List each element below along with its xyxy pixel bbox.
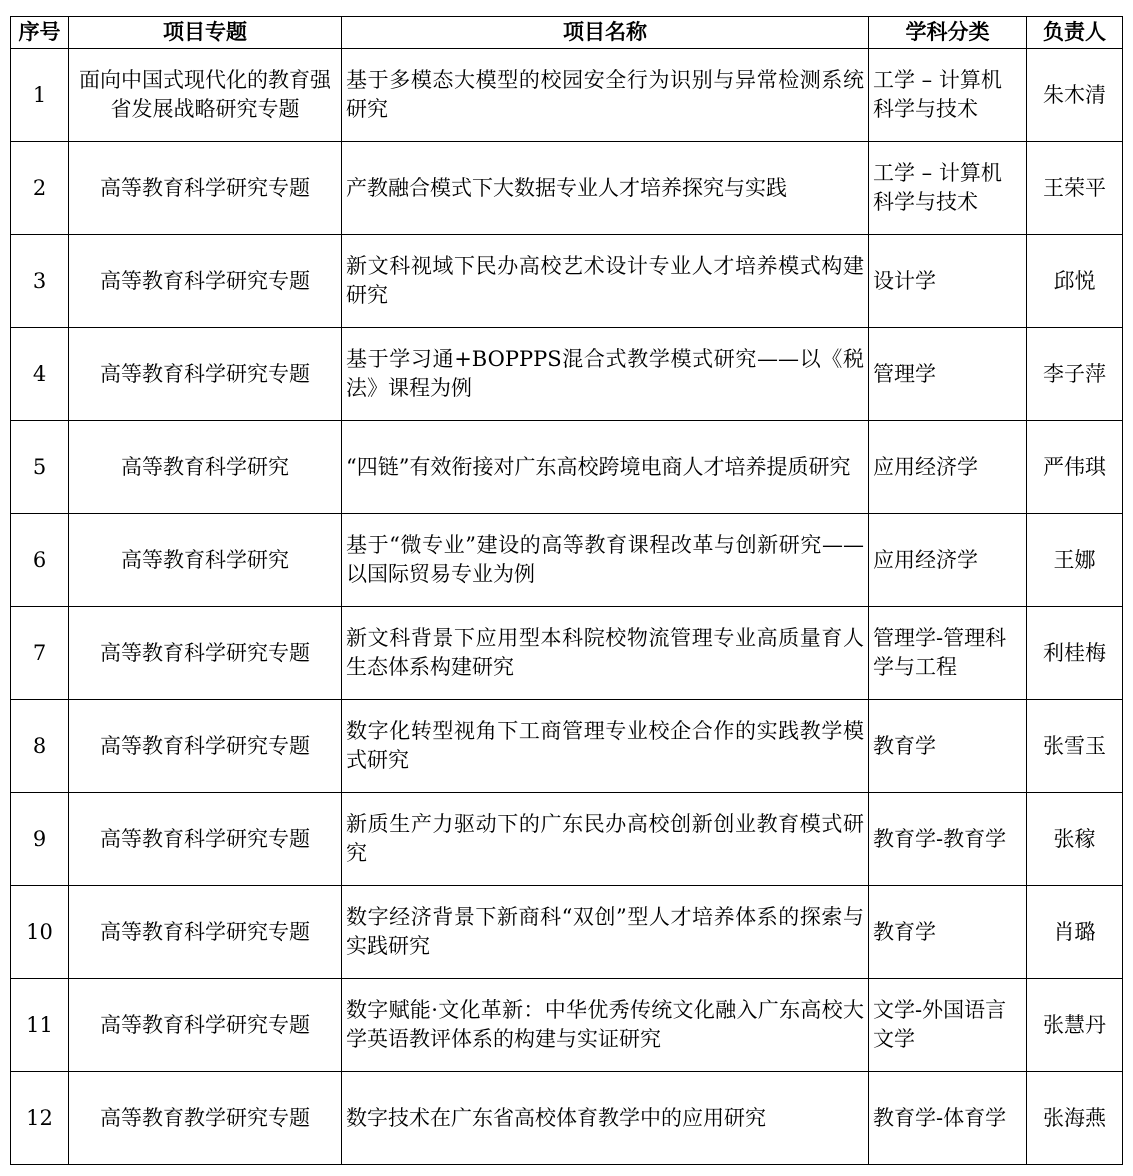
cell-index: 10 (11, 886, 69, 979)
table-row (11, 886, 1123, 979)
header-name: 项目名称 (342, 17, 869, 49)
cell-subject: 工学 – 计算机科学与技术 (869, 142, 1027, 235)
cell-topic: 高等教育科学研究专题 (69, 886, 342, 979)
table-row (11, 49, 1123, 142)
cell-topic: 高等教育科学研究专题 (69, 328, 342, 421)
header-lead: 负责人 (1027, 17, 1123, 49)
cell-project-name: 数字化转型视角下工商管理专业校企合作的实践教学模式研究 (342, 700, 869, 793)
table-row (11, 1072, 1123, 1165)
cell-subject: 设计学 (869, 235, 1027, 328)
table-row (11, 328, 1123, 421)
table-row (11, 700, 1123, 793)
table-row (11, 979, 1123, 1072)
cell-project-name: 数字技术在广东省高校体育教学中的应用研究 (342, 1072, 869, 1165)
cell-index: 3 (11, 235, 69, 328)
cell-subject: 管理学 (869, 328, 1027, 421)
cell-subject: 文学-外国语言文学 (869, 979, 1027, 1072)
cell-subject: 教育学 (869, 886, 1027, 979)
cell-lead: 朱木清 (1027, 49, 1123, 142)
cell-index: 9 (11, 793, 69, 886)
cell-lead: 张稼 (1027, 793, 1123, 886)
cell-subject: 工学 – 计算机科学与技术 (869, 49, 1027, 142)
cell-lead: 张雪玉 (1027, 700, 1123, 793)
cell-topic: 面向中国式现代化的教育强省发展战略研究专题 (69, 49, 342, 142)
cell-project-name: “四链”有效衔接对广东高校跨境电商人才培养提质研究 (342, 421, 869, 514)
cell-topic: 高等教育科学研究 (69, 421, 342, 514)
cell-subject: 应用经济学 (869, 421, 1027, 514)
table-row (11, 235, 1123, 328)
cell-topic: 高等教育教学研究专题 (69, 1072, 342, 1165)
table-row (11, 607, 1123, 700)
cell-index: 12 (11, 1072, 69, 1165)
cell-lead: 王娜 (1027, 514, 1123, 607)
cell-lead: 肖璐 (1027, 886, 1123, 979)
cell-project-name: 基于多模态大模型的校园安全行为识别与异常检测系统研究 (342, 49, 869, 142)
cell-index: 6 (11, 514, 69, 607)
cell-index: 7 (11, 607, 69, 700)
table-row (11, 793, 1123, 886)
table-header (11, 17, 1123, 49)
cell-project-name: 数字经济背景下新商科“双创”型人才培养体系的探索与实践研究 (342, 886, 869, 979)
cell-project-name: 产教融合模式下大数据专业人才培养探究与实践 (342, 142, 869, 235)
cell-lead: 张慧丹 (1027, 979, 1123, 1072)
cell-topic: 高等教育科学研究 (69, 514, 342, 607)
cell-topic: 高等教育科学研究专题 (69, 700, 342, 793)
cell-index: 11 (11, 979, 69, 1072)
table-body (11, 49, 1123, 1165)
cell-lead: 邱悦 (1027, 235, 1123, 328)
cell-index: 4 (11, 328, 69, 421)
cell-topic: 高等教育科学研究专题 (69, 142, 342, 235)
cell-project-name: 基于学习通+BOPPPS混合式教学模式研究——以《税法》课程为例 (342, 328, 869, 421)
cell-project-name: 数字赋能·文化革新：中华优秀传统文化融入广东高校大学英语教评体系的构建与实证研究 (342, 979, 869, 1072)
cell-lead: 利桂梅 (1027, 607, 1123, 700)
cell-topic: 高等教育科学研究专题 (69, 607, 342, 700)
cell-index: 8 (11, 700, 69, 793)
cell-subject: 管理学-管理科学与工程 (869, 607, 1027, 700)
cell-lead: 张海燕 (1027, 1072, 1123, 1165)
header-topic: 项目专题 (69, 17, 342, 49)
cell-index: 5 (11, 421, 69, 514)
cell-subject: 教育学-教育学 (869, 793, 1027, 886)
cell-lead: 王荣平 (1027, 142, 1123, 235)
table-row (11, 421, 1123, 514)
cell-topic: 高等教育科学研究专题 (69, 235, 342, 328)
header-index: 序号 (11, 17, 69, 49)
cell-topic: 高等教育科学研究专题 (69, 793, 342, 886)
cell-project-name: 基于“微专业”建设的高等教育课程改革与创新研究——以国际贸易专业为例 (342, 514, 869, 607)
table-row (11, 514, 1123, 607)
cell-lead: 李子萍 (1027, 328, 1123, 421)
table-row (11, 142, 1123, 235)
cell-project-name: 新文科视域下民办高校艺术设计专业人才培养模式构建研究 (342, 235, 869, 328)
cell-project-name: 新质生产力驱动下的广东民办高校创新创业教育模式研究 (342, 793, 869, 886)
cell-topic: 高等教育科学研究专题 (69, 979, 342, 1072)
project-table (10, 16, 1123, 1165)
header-subject: 学科分类 (869, 17, 1027, 49)
header-row (11, 17, 1123, 49)
cell-index: 2 (11, 142, 69, 235)
cell-subject: 教育学-体育学 (869, 1072, 1027, 1165)
cell-lead: 严伟琪 (1027, 421, 1123, 514)
cell-index: 1 (11, 49, 69, 142)
cell-subject: 教育学 (869, 700, 1027, 793)
cell-subject: 应用经济学 (869, 514, 1027, 607)
cell-project-name: 新文科背景下应用型本科院校物流管理专业高质量育人生态体系构建研究 (342, 607, 869, 700)
